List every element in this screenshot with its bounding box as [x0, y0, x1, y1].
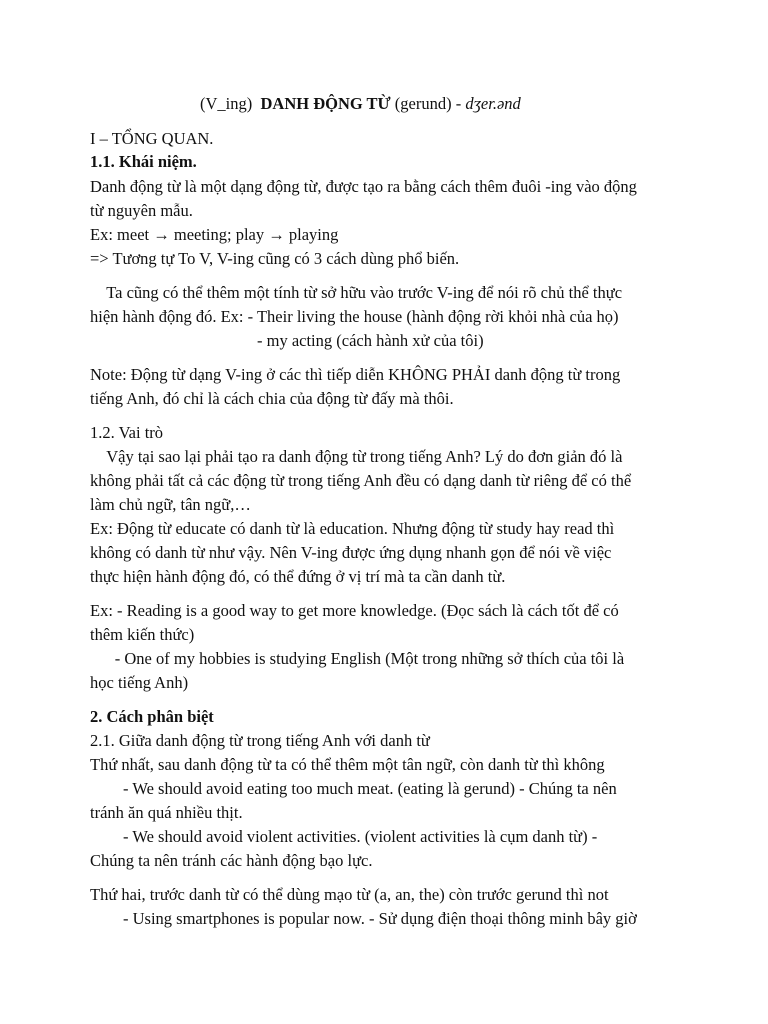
text-line: - my acting (cách hành xử của tôi) — [257, 331, 484, 350]
example-line: - One of my hobbies is studying English (Một trong những sở thích của tôi là — [90, 649, 625, 668]
note-line: tiếng Anh, đó chỉ là cách chia của động từ đấy mà thôi. — [90, 389, 454, 408]
example-line: thêm kiến thức) — [90, 625, 195, 644]
text-line: Thứ hai, trước danh từ có thể dùng mạo từ (a, an, the) còn trước gerund thì not — [90, 885, 609, 904]
text-line: => Tương tự To V, V-ing cũng có 3 cách dùng phổ biến. — [90, 249, 460, 268]
title-suffix: (gerund) - — [390, 94, 466, 113]
note-line: Note: Động từ dạng V-ing ở các thì tiếp diễn KHÔNG PHẢI danh động từ trong — [90, 365, 621, 384]
text-line: Vậy tại sao lại phải tạo ra danh động từ trong tiếng Anh? Lý do đơn giản đó là — [90, 447, 623, 466]
text-line: Ta cũng có thể thêm một tính từ sở hữu vào trước V-ing để nói rõ chủ thể thực — [90, 283, 623, 302]
section-2-heading: 2. Cách phân biệt — [90, 707, 214, 726]
text-line: Chúng ta nên tránh các hành động bạo lực. — [90, 851, 373, 870]
section-1-2-heading: 1.2. Vai trò — [90, 423, 164, 442]
title-ipa: dʒer.ənd — [465, 94, 521, 113]
section-1-heading: I – TỔNG QUAN. — [90, 129, 214, 148]
text-line: từ nguyên mẫu. — [90, 201, 193, 220]
text-line: không có danh từ như vậy. Nên V-ing được ứng dụng nhanh gọn để nói về việc — [90, 543, 612, 562]
section-2-1-heading: 2.1. Giữa danh động từ trong tiếng Anh với danh từ — [90, 731, 430, 750]
text-line: Ex: Động từ educate có danh từ là education. Nhưng động từ study hay read thì — [90, 519, 615, 538]
text-line: làm chủ ngữ, tân ngữ,… — [90, 495, 251, 514]
text-line: không phải tất cả các động từ trong tiếng Anh đều có dạng danh từ riêng để có thể — [90, 471, 632, 490]
example-line: Ex: meet → meeting; play → playing — [90, 225, 339, 244]
example-line: - We should avoid violent activities. (violent activities là cụm danh từ) - — [90, 827, 598, 846]
title-prefix: (V_ing) — [200, 94, 261, 113]
example-line: Ex: - Reading is a good way to get more knowledge. (Đọc sách là cách tốt để có — [90, 601, 619, 620]
example-line: - Using smartphones is popular now. - Sử dụng điện thoại thông minh bây giờ — [90, 909, 637, 928]
page-title — [200, 96, 521, 113]
text-line: thực hiện hành động đó, có thể đứng ở vị trí mà ta cần danh từ. — [90, 567, 506, 586]
example-line: - We should avoid eating too much meat. (eating là gerund) - Chúng ta nên — [90, 779, 617, 798]
section-1-1-heading: 1.1. Khái niệm. — [90, 152, 197, 171]
title-main: DANH ĐỘNG TỪ — [260, 94, 391, 113]
example-line: học tiếng Anh) — [90, 673, 189, 692]
text-line: tránh ăn quá nhiều thịt. — [90, 803, 243, 822]
text-line: hiện hành động đó. Ex: - Their living the house (hành động rời khỏi nhà của họ) — [90, 307, 619, 326]
text-line: Danh động từ là một dạng động từ, được tạo ra bằng cách thêm đuôi -ing vào động — [90, 177, 637, 196]
text-line: Thứ nhất, sau danh động từ ta có thể thêm một tân ngữ, còn danh từ thì không — [90, 755, 605, 774]
